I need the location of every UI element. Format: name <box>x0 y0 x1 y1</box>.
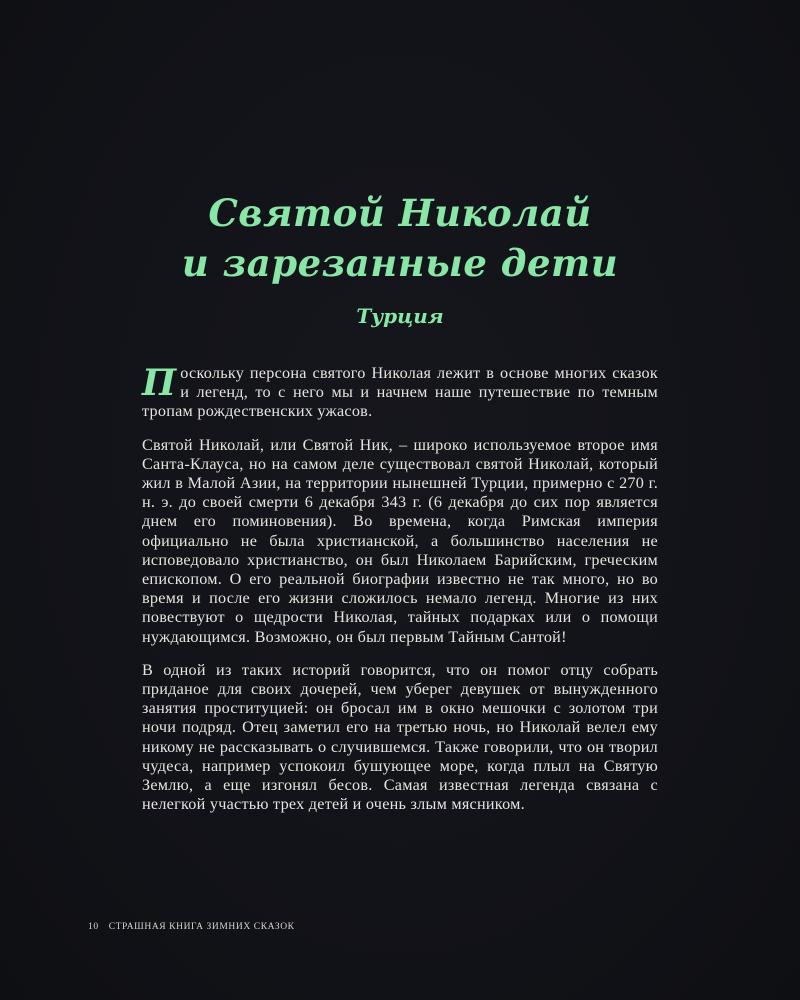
paragraph-2: Святой Николай, или Святой Ник, – широко используемое второе имя Санта-Клауса, но на самом деле существовал святой Николай, который жил в Малой Азии, на территории нынешней Турции, примерно с 270 г. н. э. до своей смерти 6 декабря 343 г. (6 декабря до сих пор является днем его поминовения). Во времена, когда Римская империя официально не была христианской, а большинство населения не исповедовало христианство, он был Николаем Барийским, греческим епископом. О его реальной биографии известно не так много, но во время и после его жизни сложилось немало легенд. Многие из них повествуют о щедрости Николая, тайных подарках или о помощи нуждающимся. Возможно, он был первым Тайным Сантой! <box>142 435 658 646</box>
chapter-body <box>142 364 658 828</box>
page-number: 10 <box>88 922 99 932</box>
chapter-title-line-1: Святой Николай <box>208 191 592 235</box>
running-book-title: СТРАШНАЯ КНИГА ЗИМНИХ СКАЗОК <box>108 922 295 932</box>
paragraph-1-text: оскольку персона святого Николая лежит в основе многих сказок и легенд, то с него мы и начнем наше путешествие по темным тропам рождественских ужасов. <box>142 364 658 421</box>
drop-cap: П <box>142 362 177 404</box>
chapter-subtitle-country: Турция <box>356 304 444 328</box>
chapter-heading <box>0 188 800 328</box>
chapter-title-line-2: и зарезанные дети <box>181 241 619 285</box>
paragraph-3: В одной из таких историй говорится, что он помог отцу собрать приданое для своих дочерей, чем уберег девушек от вынужденного занятия проституцией: он бросал им в окно мешочки с золотом три ночи подряд. Отец заметил его на третью ночь, но Николай велел ему никому не рассказывать о случившемся. Также говорили, что он творил чудеса, например успокоил бушующее море, когда плыл на Святую Землю, а еще изгонял бесов. Самая известная легенда связана с нелегкой участью трех детей и очень злым мясником. <box>142 660 658 814</box>
paragraph-1 <box>142 364 658 422</box>
page-footer <box>88 922 295 932</box>
